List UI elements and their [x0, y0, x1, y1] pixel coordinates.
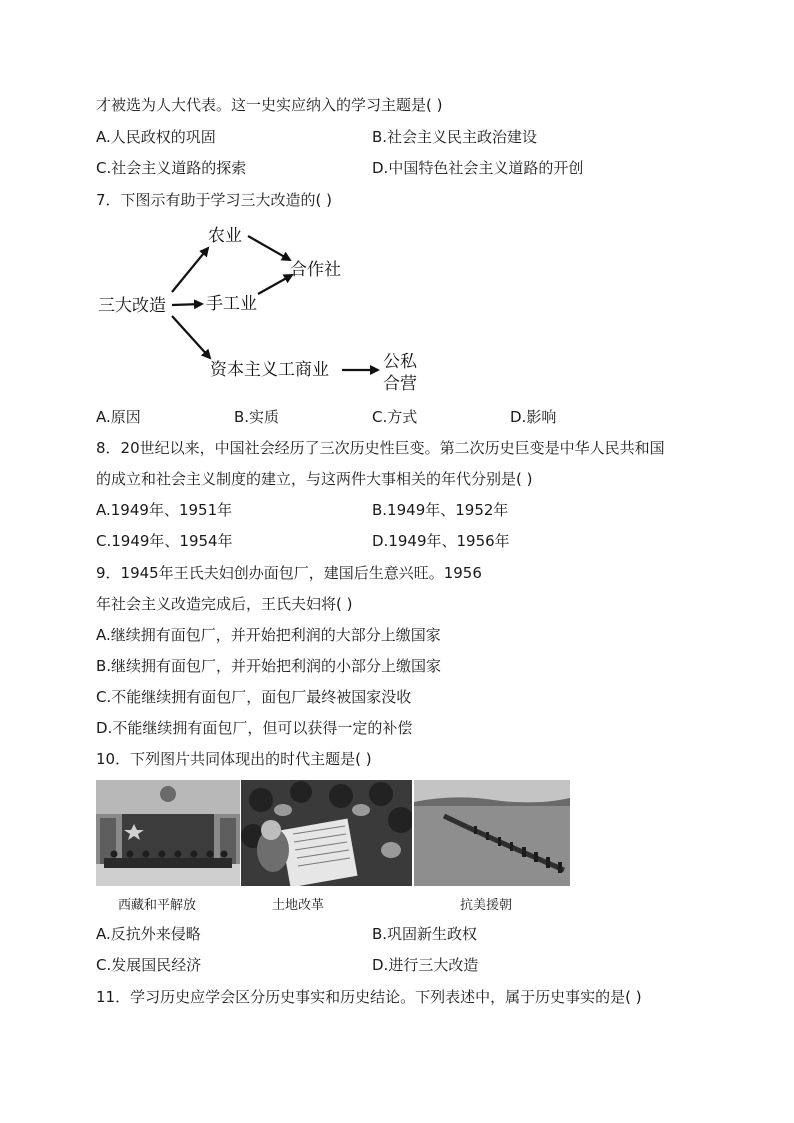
q6-option-c: C.社会主义道路的探索: [96, 159, 247, 177]
caption-tibet: 西藏和平解放: [118, 898, 197, 913]
q8-option-d: D.1949年、1956年: [372, 532, 510, 550]
photo-resist-us-aid-korea: [414, 780, 570, 886]
three-reforms-diagram: [96, 218, 456, 398]
q10-stem: 10．下列图片共同体现出的时代主题是( ): [96, 750, 372, 768]
arrow-handicraft-coop: [258, 275, 292, 294]
arrow-root-capitalist: [172, 316, 210, 358]
photo-land-reform: [241, 780, 412, 886]
q8-option-c: C.1949年、1954年: [96, 532, 233, 550]
q7-option-c: C.方式: [372, 408, 418, 426]
diagram-root: 三大改造: [98, 296, 166, 316]
q9-option-b: B.继续拥有面包厂，并开始把利润的小部分上缴国家: [96, 657, 442, 675]
diagram-agriculture: 农业: [208, 226, 242, 246]
caption-land-reform: 土地改革: [272, 898, 325, 913]
diagram-capitalist: 资本主义工商业: [210, 360, 329, 380]
q11-stem: 11．学习历史应学会区分历史事实和历史结论。下列表述中，属于历史事实的是( ): [96, 988, 642, 1006]
q8-stem-line2: 的成立和社会主义制度的建立，与这两件大事相关的年代分别是( ): [96, 470, 533, 488]
q8-option-b: B.1949年、1952年: [372, 501, 509, 519]
caption-korea: 抗美援朝: [460, 898, 513, 913]
q8-stem-line1: 8．20世纪以来，中国社会经历了三次历史性巨变。第二次历史巨变是中华人民共和国: [96, 439, 665, 457]
diagram-coop: 合作社: [290, 260, 341, 280]
q10-option-d: D.进行三大改造: [372, 956, 479, 974]
arrow-root-agriculture: [172, 248, 208, 292]
q9-option-a: A.继续拥有面包厂，并开始把利润的大部分上缴国家: [96, 626, 441, 644]
q6-option-d: D.中国特色社会主义道路的开创: [372, 159, 584, 177]
q8-option-a: A.1949年、1951年: [96, 501, 233, 519]
q7-option-b: B.实质: [234, 408, 280, 426]
q9-stem-line1: 9．1945年王氏夫妇创办面包厂，建国后生意兴旺。1956: [96, 564, 482, 582]
q7-option-a: A.原因: [96, 408, 141, 426]
q6-option-b: B.社会主义民主政治建设: [372, 128, 538, 146]
diagram-handicraft: 手工业: [206, 294, 257, 314]
arrow-root-handicraft: [172, 304, 202, 305]
q10-option-c: C.发展国民经济: [96, 956, 202, 974]
diagram-jv-line2: 合营: [383, 374, 417, 394]
q9-stem-line2: 年社会主义改造完成后，王氏夫妇将( ): [96, 595, 353, 613]
q9-option-d: D.不能继续拥有面包厂，但可以获得一定的补偿: [96, 719, 413, 737]
q6-option-a: A.人民政权的巩固: [96, 128, 216, 146]
q10-option-a: A.反抗外来侵略: [96, 925, 201, 943]
arrow-agriculture-coop: [248, 236, 290, 260]
q10-option-b: B.巩固新生政权: [372, 925, 478, 943]
photo-tibet-liberation: [96, 780, 240, 886]
q9-option-c: C.不能继续拥有面包厂，面包厂最终被国家没收: [96, 688, 412, 706]
diagram-jv-line1: 公私: [383, 352, 417, 372]
q7-stem: 7．下图示有助于学习三大改造的( ): [96, 191, 333, 209]
q6-stem: 才被选为人大代表。这一史实应纳入的学习主题是( ): [96, 96, 443, 114]
q7-option-d: D.影响: [510, 408, 557, 426]
